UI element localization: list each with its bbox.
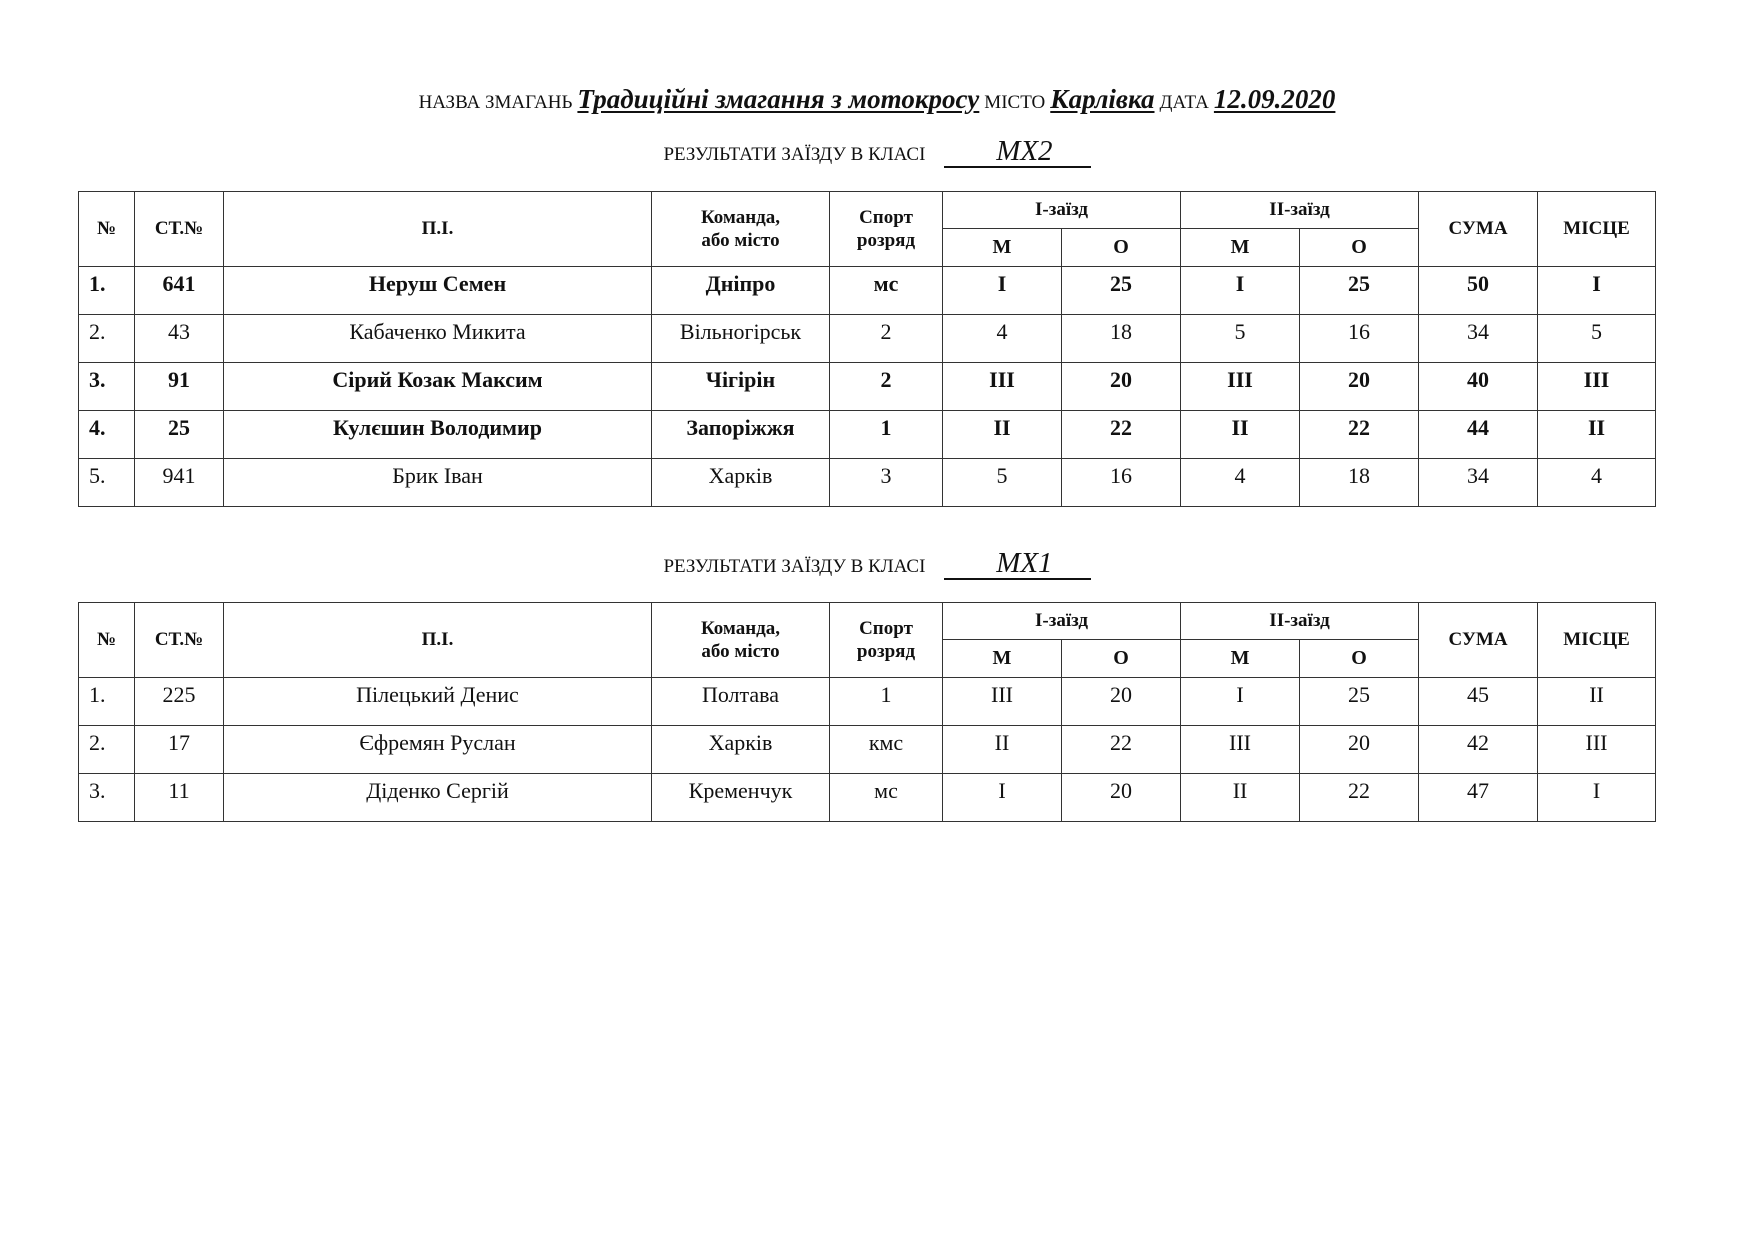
cell-race2-place: I — [1181, 678, 1300, 726]
col-rank-line1: Спорт — [859, 618, 913, 639]
cell-race2-points: 20 — [1300, 363, 1419, 411]
city-value: Карлівка — [1050, 84, 1155, 114]
table-row — [79, 726, 1656, 774]
cell-name: Кабаченко Микита — [224, 315, 652, 363]
cell-team: Харків — [652, 459, 830, 507]
cell-place: III — [1538, 726, 1656, 774]
cell-race2-place: 4 — [1181, 459, 1300, 507]
cell-race2-place: 5 — [1181, 315, 1300, 363]
cell-race2-place: II — [1181, 411, 1300, 459]
cell-no: 4. — [79, 411, 135, 459]
cell-no: 2. — [79, 315, 135, 363]
col-no: № — [79, 192, 135, 267]
cell-place: I — [1538, 267, 1656, 315]
col-race2: ІІ-заїзд — [1181, 603, 1419, 640]
col-start-no: СТ.№ — [135, 603, 224, 678]
col-name: П.І. — [224, 192, 652, 267]
col-team — [652, 192, 830, 267]
cell-start-no: 25 — [135, 411, 224, 459]
table-row — [79, 678, 1656, 726]
date-value: 12.09.2020 — [1213, 84, 1336, 114]
section-title-mx1 — [0, 548, 1754, 580]
cell-race2-place: III — [1181, 726, 1300, 774]
cell-sum: 44 — [1419, 411, 1538, 459]
cell-race1-place: II — [943, 726, 1062, 774]
col-team-line1: Команда, — [700, 618, 781, 639]
cell-sum: 34 — [1419, 315, 1538, 363]
table-row — [79, 459, 1656, 507]
cell-race1-points: 18 — [1062, 315, 1181, 363]
cell-place: 5 — [1538, 315, 1656, 363]
cell-sum: 42 — [1419, 726, 1538, 774]
section-title-label: РЕЗУЛЬТАТИ ЗАЇЗДУ В КЛАСІ — [663, 144, 926, 165]
city-label: МІСТО — [984, 92, 1046, 113]
col-rank-line2: розряд — [856, 641, 916, 662]
cell-race1-place: 5 — [943, 459, 1062, 507]
cell-race1-points: 20 — [1062, 363, 1181, 411]
results-body-mx2 — [79, 267, 1656, 507]
col-race2-points: О — [1300, 229, 1419, 267]
cell-race2-place: I — [1181, 267, 1300, 315]
cell-no: 1. — [79, 267, 135, 315]
cell-name: Неруш Семен — [224, 267, 652, 315]
cell-race1-place: 4 — [943, 315, 1062, 363]
cell-race2-points: 22 — [1300, 411, 1419, 459]
col-race1: І-заїзд — [943, 603, 1181, 640]
cell-no: 3. — [79, 363, 135, 411]
cell-race1-points: 20 — [1062, 774, 1181, 822]
col-race2-place: М — [1181, 229, 1300, 267]
cell-race2-points: 22 — [1300, 774, 1419, 822]
cell-rank: 3 — [830, 459, 943, 507]
col-race2-place: М — [1181, 640, 1300, 678]
cell-sum: 34 — [1419, 459, 1538, 507]
cell-place: II — [1538, 411, 1656, 459]
results-body-mx1 — [79, 678, 1656, 822]
col-place: МІСЦЕ — [1538, 603, 1656, 678]
cell-rank: 1 — [830, 411, 943, 459]
col-race1-place: М — [943, 640, 1062, 678]
cell-start-no: 11 — [135, 774, 224, 822]
cell-no: 5. — [79, 459, 135, 507]
competition-name: Традиційні змагання з мотокросу — [577, 84, 980, 114]
cell-name: Кулєшин Володимир — [224, 411, 652, 459]
cell-start-no: 43 — [135, 315, 224, 363]
cell-name: Брик Іван — [224, 459, 652, 507]
cell-sum: 47 — [1419, 774, 1538, 822]
cell-start-no: 941 — [135, 459, 224, 507]
col-race2: ІІ-заїзд — [1181, 192, 1419, 229]
col-race1-place: М — [943, 229, 1062, 267]
class-name: MX1 — [944, 548, 1090, 580]
cell-rank: мс — [830, 774, 943, 822]
cell-race1-points: 16 — [1062, 459, 1181, 507]
col-rank — [830, 603, 943, 678]
col-sum: СУМА — [1419, 603, 1538, 678]
col-place: МІСЦЕ — [1538, 192, 1656, 267]
cell-rank: 1 — [830, 678, 943, 726]
cell-race2-points: 25 — [1300, 678, 1419, 726]
table-row — [79, 411, 1656, 459]
cell-race2-points: 25 — [1300, 267, 1419, 315]
cell-name: Сірий Козак Максим — [224, 363, 652, 411]
col-rank — [830, 192, 943, 267]
cell-race1-place: III — [943, 363, 1062, 411]
cell-place: 4 — [1538, 459, 1656, 507]
cell-place: I — [1538, 774, 1656, 822]
cell-start-no: 225 — [135, 678, 224, 726]
cell-start-no: 641 — [135, 267, 224, 315]
results-table-mx2 — [78, 191, 1656, 507]
col-race2-points: О — [1300, 640, 1419, 678]
col-team — [652, 603, 830, 678]
cell-team: Дніпро — [652, 267, 830, 315]
cell-race1-place: II — [943, 411, 1062, 459]
cell-no: 3. — [79, 774, 135, 822]
cell-race2-points: 18 — [1300, 459, 1419, 507]
cell-place: III — [1538, 363, 1656, 411]
cell-no: 2. — [79, 726, 135, 774]
cell-team: Запоріжжя — [652, 411, 830, 459]
cell-race1-place: I — [943, 267, 1062, 315]
col-sum: СУМА — [1419, 192, 1538, 267]
cell-race2-place: II — [1181, 774, 1300, 822]
results-table-mx1 — [78, 602, 1656, 822]
cell-race1-place: I — [943, 774, 1062, 822]
cell-rank: 2 — [830, 363, 943, 411]
cell-name: Діденко Сергій — [224, 774, 652, 822]
col-race1-points: О — [1062, 640, 1181, 678]
cell-place: II — [1538, 678, 1656, 726]
col-team-line1: Команда, — [700, 207, 781, 228]
cell-sum: 45 — [1419, 678, 1538, 726]
col-rank-line1: Спорт — [859, 207, 913, 228]
section-title-label: РЕЗУЛЬТАТИ ЗАЇЗДУ В КЛАСІ — [663, 556, 926, 577]
col-race1: І-заїзд — [943, 192, 1181, 229]
cell-team: Вільногірськ — [652, 315, 830, 363]
col-name: П.І. — [224, 603, 652, 678]
cell-start-no: 17 — [135, 726, 224, 774]
table-row — [79, 267, 1656, 315]
col-rank-line2: розряд — [856, 230, 916, 251]
cell-race2-points: 20 — [1300, 726, 1419, 774]
cell-no: 1. — [79, 678, 135, 726]
col-race1-points: О — [1062, 229, 1181, 267]
col-team-line2: або місто — [701, 230, 780, 251]
cell-team: Полтава — [652, 678, 830, 726]
table-row — [79, 315, 1656, 363]
cell-team: Харків — [652, 726, 830, 774]
cell-sum: 40 — [1419, 363, 1538, 411]
competition-header — [0, 84, 1754, 115]
cell-name: Єфремян Руслан — [224, 726, 652, 774]
class-name: MX2 — [944, 136, 1090, 168]
cell-rank: мс — [830, 267, 943, 315]
cell-name: Пілецький Денис — [224, 678, 652, 726]
cell-rank: 2 — [830, 315, 943, 363]
cell-race1-points: 22 — [1062, 411, 1181, 459]
table-row — [79, 774, 1656, 822]
date-label: ДАТА — [1159, 92, 1209, 113]
cell-team: Кременчук — [652, 774, 830, 822]
section-title-mx2 — [0, 136, 1754, 168]
table-row — [79, 363, 1656, 411]
cell-start-no: 91 — [135, 363, 224, 411]
cell-sum: 50 — [1419, 267, 1538, 315]
cell-rank: кмс — [830, 726, 943, 774]
cell-race1-points: 22 — [1062, 726, 1181, 774]
col-start-no: СТ.№ — [135, 192, 224, 267]
cell-race1-points: 25 — [1062, 267, 1181, 315]
cell-race2-place: III — [1181, 363, 1300, 411]
col-no: № — [79, 603, 135, 678]
cell-race1-place: III — [943, 678, 1062, 726]
col-team-line2: або місто — [701, 641, 780, 662]
cell-race1-points: 20 — [1062, 678, 1181, 726]
cell-race2-points: 16 — [1300, 315, 1419, 363]
cell-team: Чігірін — [652, 363, 830, 411]
competition-label: НАЗВА ЗМАГАНЬ — [418, 92, 573, 113]
